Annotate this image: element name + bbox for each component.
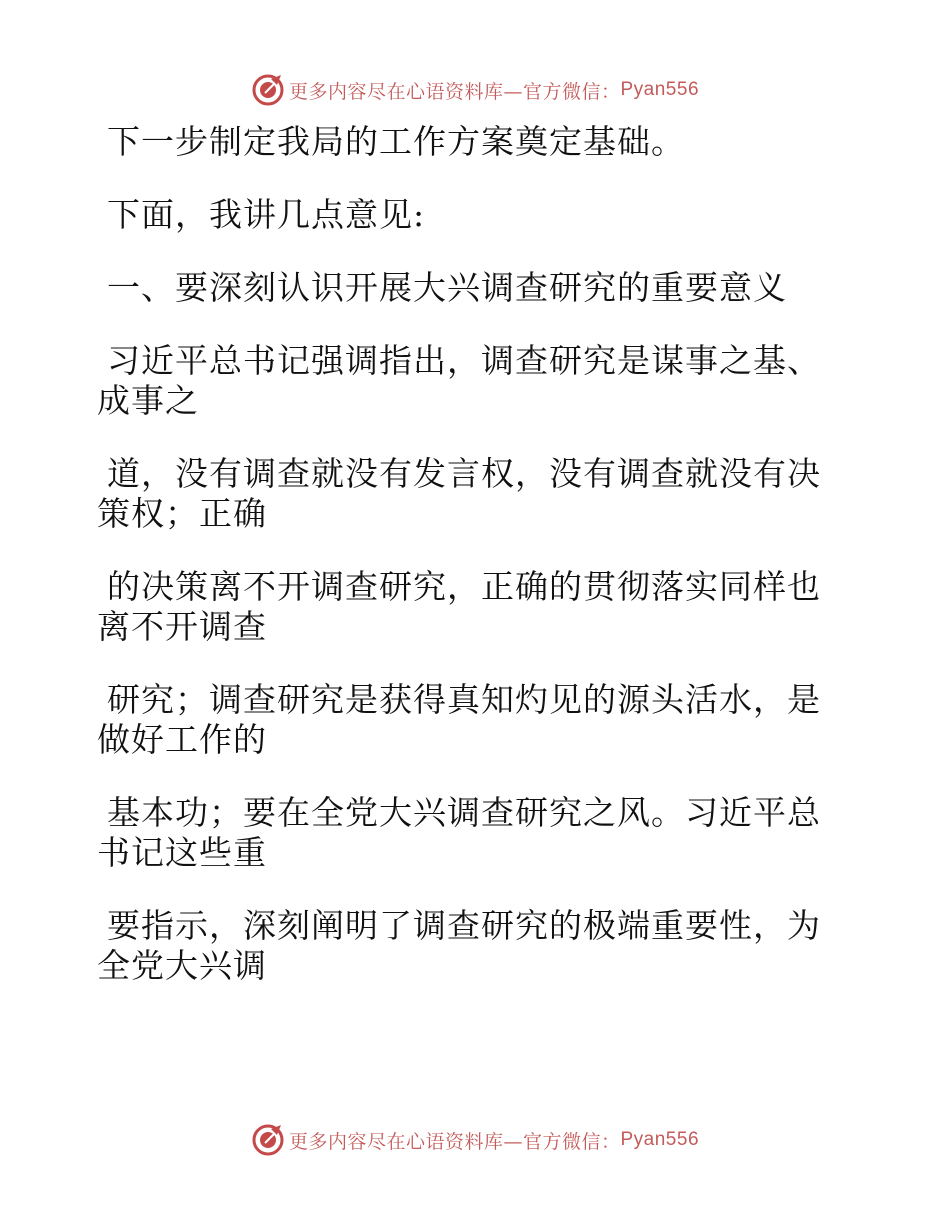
watermark-text: 更多内容尽在心语资料库—官方微信：: [288, 80, 621, 103]
text-line: 道，没有调查就没有发言权，没有调查就没有决: [107, 454, 821, 493]
text-line: 成事之: [97, 381, 199, 420]
paragraph: [97, 195, 837, 235]
text-line: 一、要深刻认识开展大兴调查研究的重要意义: [107, 268, 787, 307]
section-heading: [97, 268, 837, 308]
text-line: 离不开调查: [97, 607, 267, 646]
paragraph: [97, 567, 837, 647]
pen-logo-icon: [251, 73, 285, 107]
text-line: 书记这些重: [97, 833, 267, 872]
text-line: 基本功；要在全党大兴调查研究之风。习近平总: [107, 793, 821, 832]
footer-watermark: [0, 1120, 950, 1160]
text-line: 做好工作的: [97, 720, 267, 759]
text-line: 研究；调查研究是获得真知灼见的源头活水，是: [107, 680, 821, 719]
paragraph: [97, 122, 837, 162]
header-watermark: [0, 70, 950, 110]
watermark-wechat-id: Pyan556: [620, 1129, 700, 1150]
text-line: 策权；正确: [97, 494, 267, 533]
text-line: 习近平总书记强调指出，调查研究是谋事之基、: [107, 341, 821, 380]
text-line: 全党大兴调: [97, 946, 267, 985]
paragraph: [97, 793, 837, 873]
watermark-wechat-id: Pyan556: [620, 79, 700, 100]
text-line: 下面，我讲几点意见:: [107, 195, 426, 234]
paragraph: [97, 680, 837, 760]
pen-logo-icon: [251, 1123, 285, 1157]
paragraph: [97, 341, 837, 421]
text-line: 的决策离不开调查研究，正确的贯彻落实同样也: [107, 567, 821, 606]
paragraph: [97, 906, 837, 986]
document-body: [97, 122, 837, 1019]
text-line: 下一步制定我局的工作方案奠定基础。: [107, 122, 685, 161]
text-line: 要指示，深刻阐明了调查研究的极端重要性，为: [107, 906, 821, 945]
watermark-text: 更多内容尽在心语资料库—官方微信：: [288, 1130, 621, 1153]
paragraph: [97, 454, 837, 534]
